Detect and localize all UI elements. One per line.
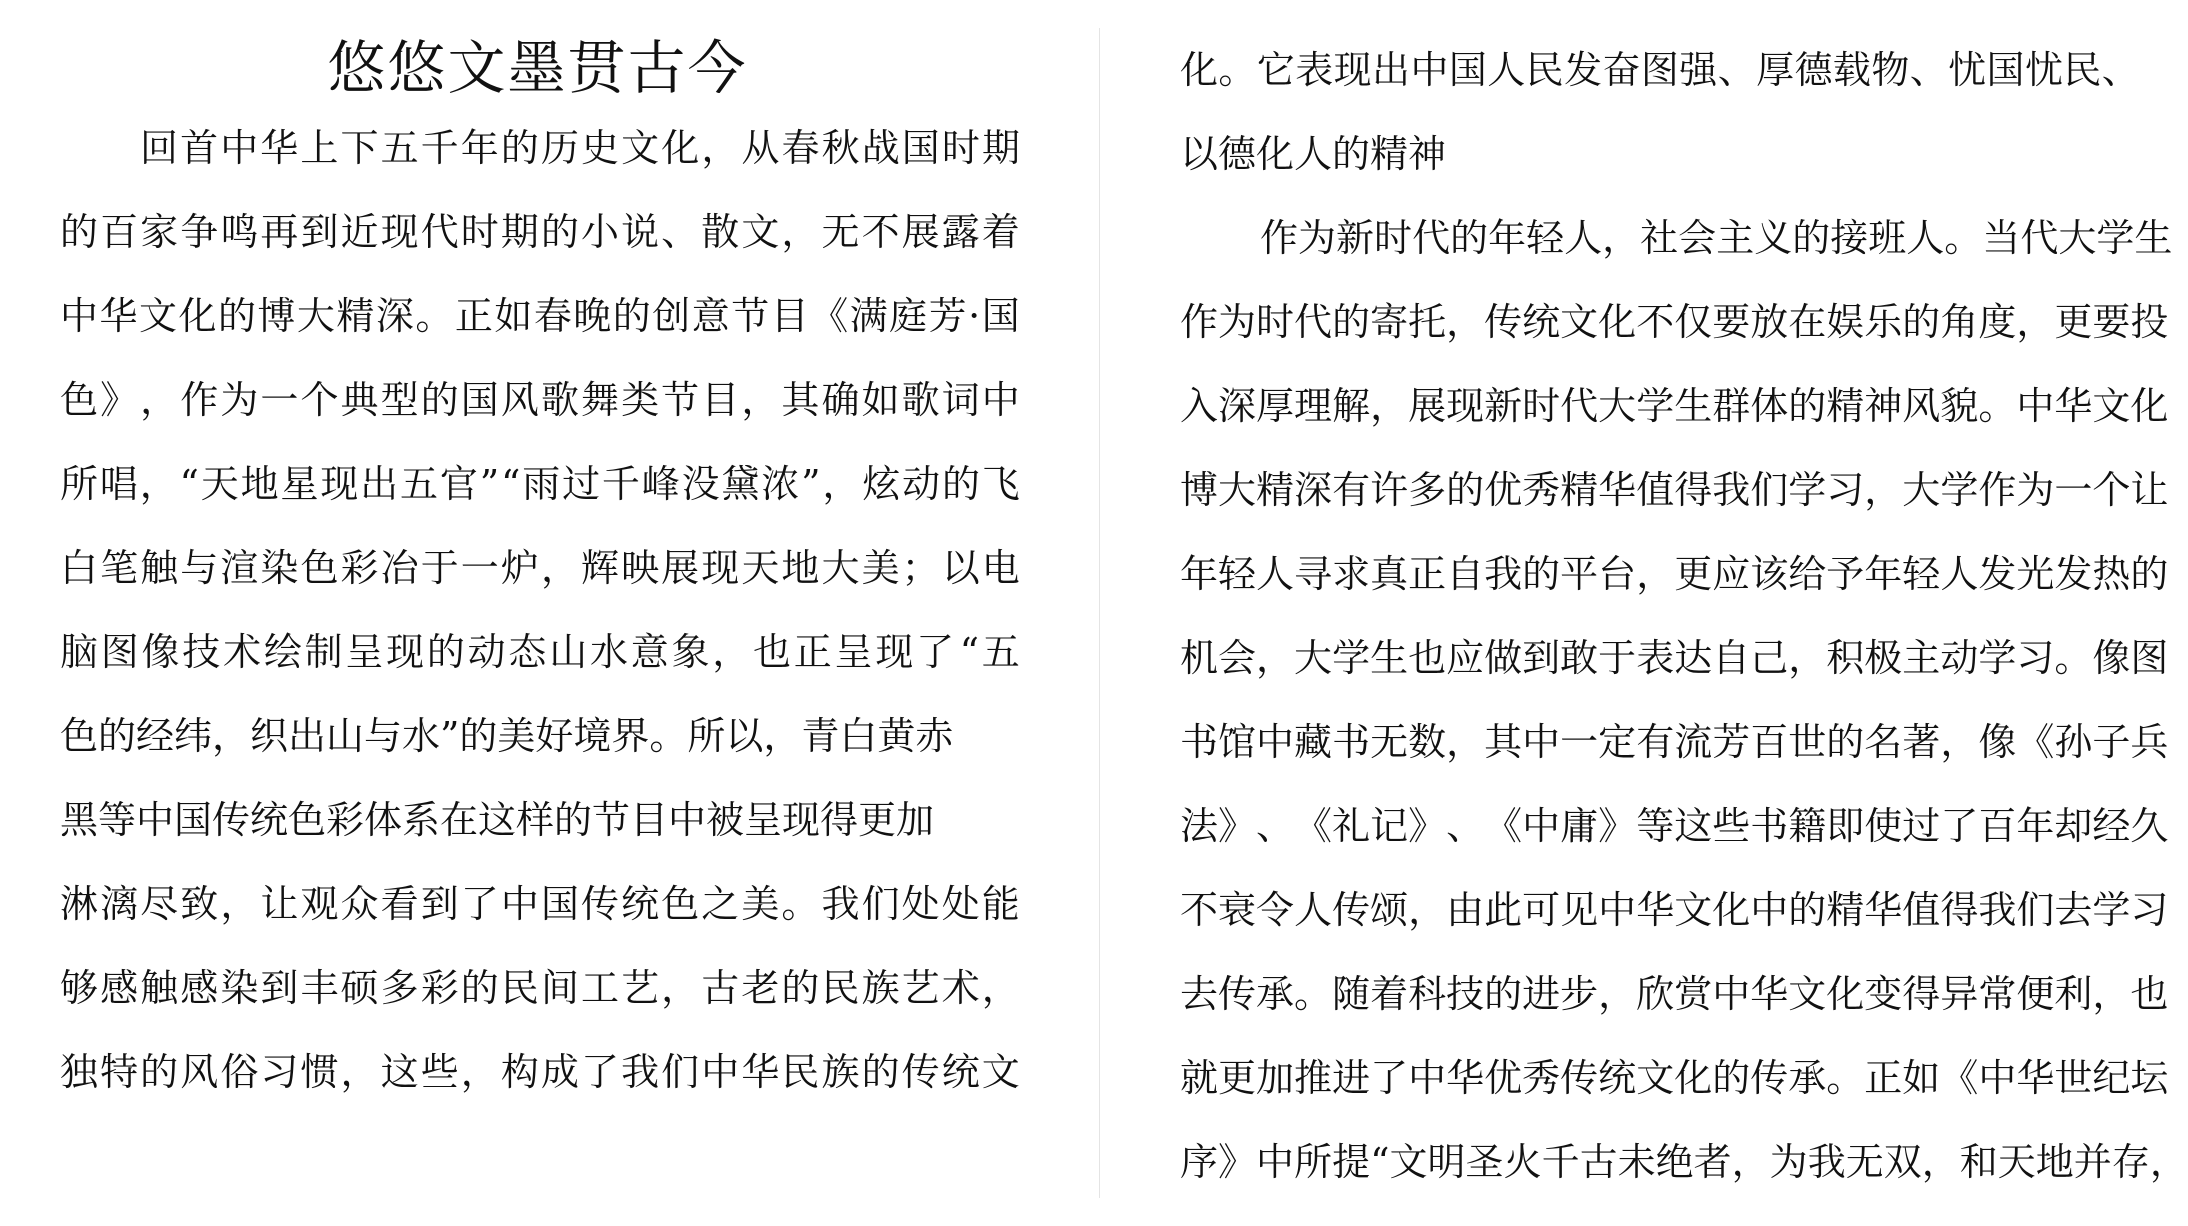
text-line: 中 华 文 化 的 博 大 精 深 。 正 如 春 晚 的 创 意 节 目 《 满 庭 芳 · 国 xyxy=(60,294,1020,338)
text-line: 博 大 精 深 有 许 多 的 优 秀 精 华 值 得 我 们 学 习 ， 大 学 作 为 一 个 让 xyxy=(1180,468,2169,512)
text-line: 独 特 的 风 俗 习 惯 ， 这 些 ， 构 成 了 我 们 中 华 民 族 的 传 统 文 xyxy=(60,1050,1020,1094)
text-line: 的 百 家 争 鸣 再 到 近 现 代 时 期 的 小 说 、 散 文 ， 无 不 展 露 着 xyxy=(60,210,1020,254)
text-line: 淋 漓 尽 致 ， 让 观 众 看 到 了 中 国 传 统 色 之 美 。 我 们 处 处 能 xyxy=(60,882,1020,926)
text-line: 去 传 承 。 随 着 科 技 的 进 步 ， 欣 赏 中 华 文 化 变 得 异 常 便 利 ， 也 xyxy=(1180,972,2169,1016)
text-line: 机 会 ， 大 学 生 也 应 做 到 敢 于 表 达 自 己 ， 积 极 主 动 学 习 。 像 图 xyxy=(1180,636,2169,680)
text-line: 够 感 触 感 染 到 丰 硕 多 彩 的 民 间 工 艺 ， 古 老 的 民 族 艺 术 ， xyxy=(60,966,1020,1010)
text-line: 入 深 厚 理 解 ， 展 现 新 时 代 大 学 生 群 体 的 精 神 风 貌 。 中 华 文 化 xyxy=(1180,384,2169,428)
text-line: 黑等中国传统色彩体系在这样的节目中被呈现得更加 xyxy=(60,798,935,842)
text-line: 化 。 它 表 现 出 中 国 人 民 发 奋 图 强 、 厚 德 载 物 、 忧 国 忧 民 、 xyxy=(1180,48,2140,92)
text-line: 作 为 时 代 的 寄 托 ， 传 统 文 化 不 仅 要 放 在 娱 乐 的 角 度 ， 更 要 投 xyxy=(1180,300,2169,344)
text-line: 就 更 加 推 进 了 中 华 优 秀 传 统 文 化 的 传 承 。 正 如 《 中 华 世 纪 坛 xyxy=(1180,1056,2169,1100)
text-line: 年 轻 人 寻 求 真 正 自 我 的 平 台 ， 更 应 该 给 予 年 轻 人 发 光 发 热 的 xyxy=(1180,552,2169,596)
text-line: 书 馆 中 藏 书 无 数 ， 其 中 一 定 有 流 芳 百 世 的 名 著 ， 像 《 孙 子 兵 xyxy=(1180,720,2169,764)
text-line: 回 首 中 华 上 下 五 千 年 的 历 史 文 化 ， 从 春 秋 战 国 时 期 xyxy=(140,126,1020,170)
text-line: 白 笔 触 与 渲 染 色 彩 冶 于 一 炉 ， 辉 映 展 现 天 地 大 美 ； 以 电 xyxy=(60,546,1020,590)
text-line: 色的经纬，织出山与水”的美好境界。所以，青白黄赤 xyxy=(60,714,954,758)
column-divider xyxy=(1099,28,1100,1198)
text-line: 序 》 中 所 提 “ 文 明 圣 火 千 古 未 绝 者 ， 为 我 无 双 ， 和 天 地 并 存 ， xyxy=(1180,1140,2188,1184)
text-line: 色 》 ， 作 为 一 个 典 型 的 国 风 歌 舞 类 节 目 ， 其 确 如 歌 词 中 xyxy=(60,378,1020,422)
text-line: 法 》 、 《 礼 记 》 、 《 中 庸 》 等 这 些 书 籍 即 使 过 了 百 年 却 经 久 xyxy=(1180,804,2169,848)
text-line: 所 唱 ， “ 天 地 星 现 出 五 官 ” “ 雨 过 千 峰 没 黛 浓 ” ， 炫 动 的 飞 xyxy=(60,462,1020,506)
text-line: 脑 图 像 技 术 绘 制 呈 现 的 动 态 山 水 意 象 ， 也 正 呈 现 了 “ 五 xyxy=(60,630,1020,674)
article-title: 悠悠文墨贯古今 xyxy=(327,34,748,102)
text-line: 以德化人的精神 xyxy=(1180,132,1447,176)
text-line: 作 为 新 时 代 的 年 轻 人 ， 社 会 主 义 的 接 班 人 。 当 代 大 学 生 xyxy=(1260,216,2173,260)
text-line: 不 衰 令 人 传 颂 ， 由 此 可 见 中 华 文 化 中 的 精 华 值 得 我 们 去 学 习 xyxy=(1180,888,2169,932)
